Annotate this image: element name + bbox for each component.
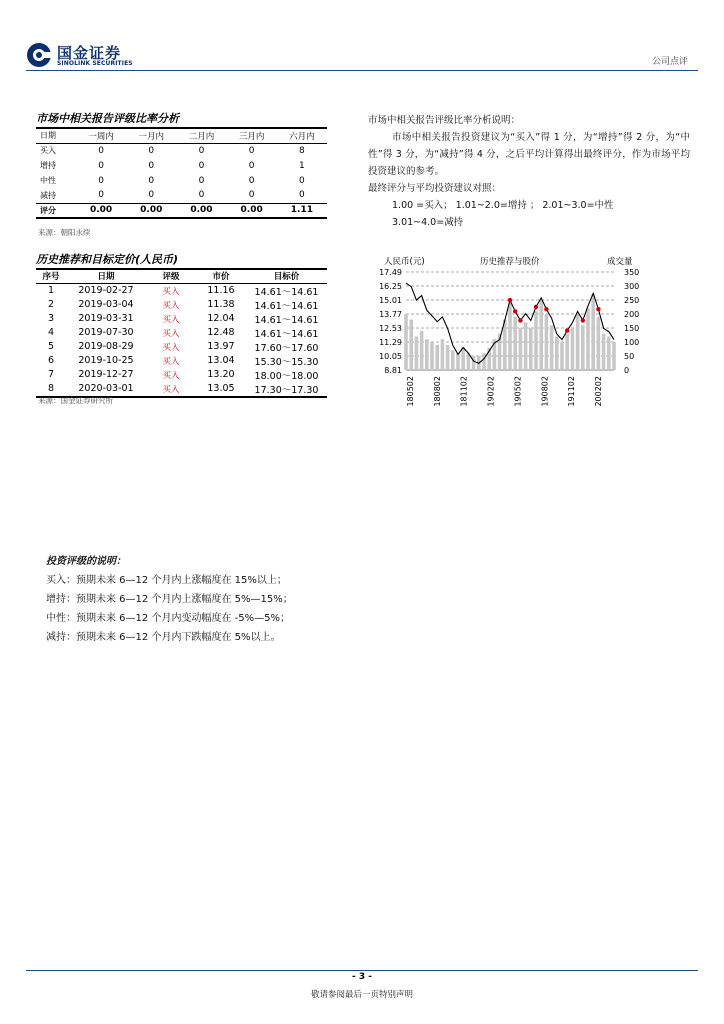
- volume-bar: [519, 328, 523, 370]
- history-cell: 18.00～18.00: [254, 370, 319, 382]
- history-cell: 2: [47, 299, 55, 310]
- price-history-chart: [366, 252, 696, 412]
- left-tick-label: 16.25: [379, 282, 402, 291]
- report-type: 公司点评: [651, 57, 688, 67]
- legend-item: 中性：预期未来 6—12 个月内变动幅度在 -5%—5%；: [46, 613, 290, 624]
- volume-bar: [441, 339, 445, 370]
- chart-left-axis-label: 人民币(元): [384, 257, 425, 267]
- history-header-row: [36, 269, 327, 283]
- recommendation-marker: [596, 307, 600, 311]
- history-rating-cell: 买入: [162, 286, 180, 297]
- history-cell: 2020-03-01: [78, 383, 134, 394]
- volume-bar: [529, 328, 533, 370]
- rating-cell: 0: [98, 190, 104, 201]
- volume-bar: [607, 336, 611, 370]
- rating-row: [36, 173, 327, 188]
- legend-item: 减持：预期未来 6—12 个月内下跌幅度在 5%以上。: [46, 632, 281, 643]
- rating-cell: 0: [148, 160, 155, 171]
- explanation-mapping-line: 3.01~4.0=减持: [392, 217, 464, 228]
- history-cell: 6: [47, 355, 55, 366]
- x-tick-label: 191102: [567, 376, 577, 407]
- right-tick-label: 250: [624, 296, 640, 305]
- volume-bar: [565, 334, 569, 370]
- rating-source: 来源：朝阳永续: [38, 228, 91, 237]
- history-cell: 5: [47, 341, 55, 352]
- rating-legend: [46, 552, 293, 647]
- right-tick-label: 300: [624, 282, 640, 291]
- history-cell: 14.61～14.61: [254, 286, 319, 298]
- history-col-header: 序号: [42, 272, 60, 283]
- history-source: 来源：国金证券研究所: [38, 396, 113, 405]
- rating-cell: 0: [248, 175, 255, 186]
- right-tick-label: 50: [624, 352, 635, 361]
- history-cell: 2019-03-31: [78, 313, 134, 324]
- volume-bar: [591, 294, 595, 370]
- history-cell: 14.61～14.61: [254, 314, 319, 326]
- history-cell: 12.04: [207, 313, 235, 324]
- right-tick-label: 150: [624, 324, 640, 333]
- recommendation-marker: [544, 307, 548, 311]
- rating-col-header: 六月内: [289, 131, 315, 142]
- history-cell: 11.38: [207, 299, 235, 310]
- rating-cell: 0: [198, 160, 205, 171]
- rating-cell: 1.11: [290, 205, 313, 216]
- rating-cell: 0: [248, 190, 255, 201]
- rating-cell: 0: [148, 175, 155, 186]
- history-row: [36, 298, 327, 312]
- volume-bar: [555, 336, 559, 370]
- rating-row: [36, 158, 327, 173]
- volume-bar: [472, 356, 476, 370]
- recommendation-marker: [534, 305, 538, 309]
- volume-bar: [451, 350, 455, 370]
- logo-mark-icon: [26, 42, 52, 68]
- explanation-mapping-title: 最终评分与平均投资建议对照：: [368, 183, 502, 194]
- recommendation-marker: [518, 318, 522, 322]
- explanation-title: 市场中相关报告评级比率分析说明：: [368, 115, 521, 126]
- rating-col-header: 三月内: [238, 131, 265, 142]
- history-cell: 2019-12-27: [78, 369, 134, 380]
- volume-bar: [435, 345, 439, 370]
- history-cell: 3: [47, 313, 55, 324]
- chart-right-axis-label: 成交量: [607, 257, 633, 267]
- rating-cell: 买入: [40, 146, 56, 156]
- x-tick-label: 181102: [459, 376, 469, 407]
- rating-table: [36, 127, 327, 219]
- history-cell: 7: [47, 369, 55, 380]
- explanation-mapping-line: 1.00 =买入； 1.01~2.0=增持 ； 2.01~3.0=中性: [392, 200, 614, 211]
- history-cell: 13.20: [207, 369, 235, 380]
- footer-divider: [26, 970, 698, 971]
- history-section-title: 历史推荐和目标定价(人民币): [36, 253, 179, 266]
- history-col-header: 市价: [212, 272, 230, 283]
- x-tick-label: 190502: [513, 376, 523, 407]
- volume-bar: [534, 311, 538, 370]
- rating-cell: 0: [248, 160, 255, 171]
- history-cell: 2019-07-30: [78, 327, 134, 338]
- rating-cell: 0.00: [190, 205, 213, 216]
- history-cell: 2019-10-25: [78, 355, 134, 366]
- left-tick-label: 12.53: [379, 324, 402, 333]
- legend-item: 买入：预期未来 6—12 个月内上涨幅度在 15%以上；: [46, 575, 287, 586]
- history-rating-cell: 买入: [162, 328, 180, 339]
- explanation-paragraph: 市场中相关报告投资建议为“买入”得 1 分，为“增持”得 2 分，为“中性”得 3 分，为“减持”得 4 分，之后平均计算得出最终评分，作为市场平均投资建议的参考。: [368, 132, 690, 177]
- history-col-header: 目标价: [273, 272, 300, 283]
- volume-bar: [456, 353, 460, 370]
- history-cell: 11.16: [207, 285, 235, 296]
- history-row: [36, 283, 327, 298]
- history-cell: 15.30～15.30: [254, 356, 319, 368]
- history-rating-cell: 买入: [162, 370, 180, 381]
- legend-item: 增持：预期未来 6—12 个月内上涨幅度在 5%—15%；: [46, 594, 293, 605]
- rating-cell: 8: [299, 145, 305, 156]
- right-tick-label: 200: [624, 310, 640, 319]
- history-table: [36, 268, 327, 398]
- rating-col-header: 一月内: [138, 131, 165, 142]
- x-tick-label: 190802: [540, 376, 550, 407]
- rating-cell: 0: [299, 175, 305, 186]
- volume-bar: [602, 334, 606, 370]
- rating-cell: 0: [148, 145, 155, 156]
- volume-bar: [482, 353, 486, 370]
- right-tick-label: 100: [624, 338, 640, 347]
- rating-cell: 0.00: [140, 205, 163, 216]
- rating-row: [36, 143, 327, 158]
- rating-section-title: 市场中相关报告评级比率分析: [36, 112, 179, 125]
- volume-bar: [415, 336, 419, 370]
- rating-cell: 0.00: [89, 205, 113, 216]
- history-cell: 13.05: [207, 383, 235, 394]
- history-col-header: 日期: [97, 272, 115, 283]
- left-tick-label: 13.77: [379, 310, 402, 319]
- rating-cell: 中性: [40, 176, 56, 185]
- volume-bar: [404, 314, 408, 370]
- volume-bar: [430, 342, 434, 370]
- footer-disclaimer: 敬请参阅最后一页特别声明: [310, 990, 413, 1000]
- x-tick-label: 200202: [594, 376, 603, 407]
- volume-bar: [581, 325, 585, 370]
- chart-title: 历史推荐与股价: [480, 257, 540, 267]
- volume-bar: [576, 314, 580, 370]
- x-tick-label: 190202: [486, 376, 496, 407]
- history-rating-cell: 买入: [162, 314, 180, 325]
- right-axis-ticks: [624, 268, 639, 375]
- x-tick-label: 180502: [406, 376, 415, 407]
- history-cell: 13.97: [207, 341, 235, 352]
- history-cell: 17.60～17.60: [254, 342, 319, 354]
- rating-col-header: 二月内: [188, 131, 215, 142]
- left-tick-label: 17.49: [379, 268, 402, 277]
- volume-bar: [539, 300, 543, 370]
- rating-cell: 0: [98, 160, 104, 171]
- rating-explanation: [368, 112, 690, 231]
- rating-cell: 0: [148, 190, 155, 201]
- history-rating-cell: 买入: [162, 384, 180, 395]
- volume-bar: [508, 303, 512, 370]
- history-col-header: 评级: [162, 272, 180, 283]
- volume-bar: [524, 322, 528, 370]
- volume-bar: [586, 308, 590, 370]
- history-row: [36, 312, 327, 326]
- rating-header-row: [36, 128, 327, 143]
- history-cell: 8: [47, 383, 55, 394]
- volume-bar: [597, 317, 601, 370]
- rating-score-row: [36, 203, 327, 218]
- rating-cell: 0: [299, 190, 305, 201]
- volume-bar: [550, 325, 554, 370]
- history-rating-cell: 买入: [162, 300, 180, 311]
- history-row: [36, 354, 327, 368]
- rating-cell: 评分: [40, 205, 56, 215]
- volume-bar: [420, 331, 424, 370]
- volume-bar: [545, 314, 549, 370]
- rating-col-header: 日期: [40, 131, 56, 141]
- history-cell: 2019-03-04: [78, 299, 134, 310]
- history-cell: 14.61～14.61: [254, 328, 319, 340]
- right-tick-label: 350: [624, 268, 640, 277]
- rating-cell: 0: [198, 190, 205, 201]
- history-cell: 2019-08-29: [78, 341, 134, 352]
- rating-cell: 0.00: [240, 205, 263, 216]
- rating-cell: 减持: [40, 190, 56, 200]
- volume-bar: [612, 342, 616, 370]
- right-tick-label: 0: [624, 366, 630, 375]
- rating-cell: 0: [98, 145, 104, 156]
- history-cell: 12.48: [207, 327, 235, 338]
- header-divider: [26, 70, 698, 71]
- history-cell: 1: [47, 285, 55, 296]
- rating-col-header: 一周内: [88, 131, 114, 142]
- volume-bars: [404, 294, 616, 370]
- left-tick-label: 11.29: [379, 338, 402, 347]
- volume-bar: [560, 342, 564, 370]
- rating-cell: 1: [299, 160, 305, 171]
- rating-cell: 0: [198, 175, 205, 186]
- history-row: [36, 326, 327, 340]
- logo-text-cn: 国金证券: [57, 44, 122, 62]
- logo-text-en: SINOLINK SECURITIES: [57, 60, 133, 67]
- history-cell: 4: [47, 327, 55, 338]
- volume-bar: [571, 328, 575, 370]
- history-cell: 2019-02-27: [78, 285, 134, 296]
- recommendation-marker: [508, 298, 512, 302]
- recommendation-marker: [581, 318, 585, 322]
- history-cell: 17.30～17.30: [254, 384, 319, 396]
- volume-bar: [409, 320, 413, 370]
- history-row: [36, 340, 327, 354]
- x-tick-label: 180802: [432, 376, 442, 407]
- rating-cell: 0: [248, 145, 255, 156]
- history-rating-cell: 买入: [162, 342, 180, 353]
- recommendation-marker: [513, 309, 517, 313]
- volume-bar: [461, 348, 465, 370]
- volume-bar: [446, 345, 450, 370]
- recommendation-marker: [565, 328, 569, 332]
- left-tick-label: 8.81: [384, 366, 402, 375]
- history-cell: 14.61～14.61: [254, 300, 319, 312]
- rating-cell: 增持: [40, 161, 56, 170]
- rating-cell: 0: [98, 175, 104, 186]
- left-axis-ticks: [379, 268, 402, 375]
- volume-bar: [425, 339, 429, 370]
- page-number: - 3 -: [352, 972, 372, 982]
- rating-row: [36, 188, 327, 203]
- history-row: [36, 368, 327, 382]
- company-logo: [26, 40, 136, 70]
- legend-title: 投资评级的说明：: [46, 556, 126, 567]
- x-axis-ticks: [406, 376, 603, 407]
- left-tick-label: 10.05: [379, 352, 402, 361]
- history-rating-cell: 买入: [162, 356, 180, 367]
- history-cell: 13.04: [207, 355, 235, 366]
- volume-bar: [513, 317, 517, 370]
- left-tick-label: 15.01: [379, 296, 402, 305]
- rating-cell: 0: [198, 145, 205, 156]
